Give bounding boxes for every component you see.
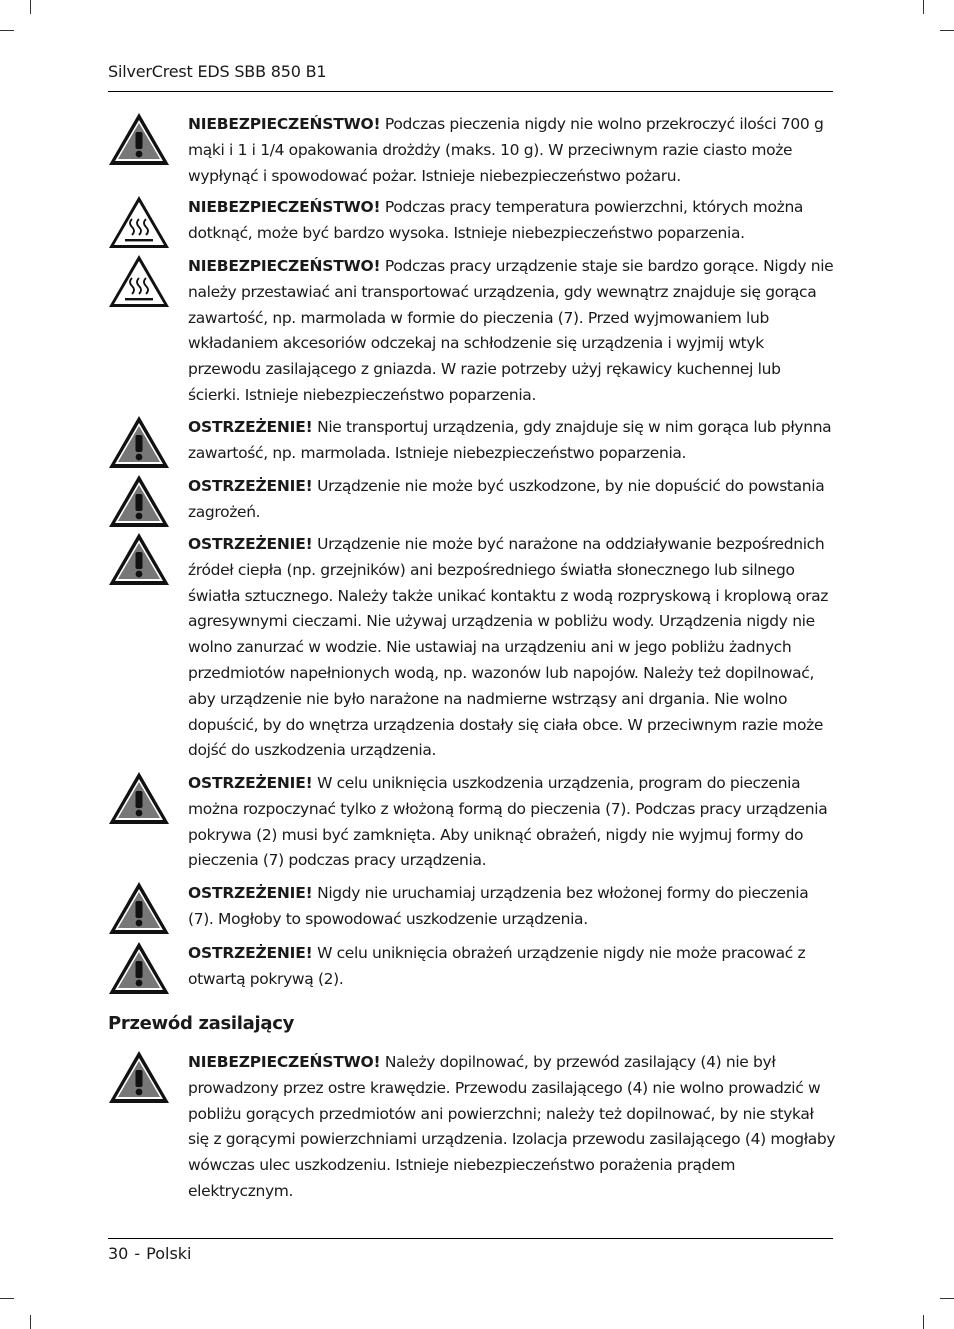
notice-text: Urządzenie nie może być uszkodzone, by nie dopuścić do powstania zagrożeń. xyxy=(188,477,825,521)
notice-label: NIEBEZPIECZEŃSTWO! xyxy=(188,115,381,133)
notice-label: OSTRZEŻENIE! xyxy=(188,477,313,495)
page-number: 30 xyxy=(108,1244,129,1263)
hot-surface-icon xyxy=(108,195,170,249)
crop-mark xyxy=(30,0,31,14)
crop-mark xyxy=(923,1315,924,1329)
crop-mark xyxy=(0,1298,14,1299)
notice-text: W celu uniknięcia obrażeń urządzenie nigdy nie może pracować z otwartą pokrywą (2). xyxy=(188,944,806,988)
warning-triangle-icon xyxy=(108,532,170,586)
hot-surface-icon xyxy=(108,254,170,308)
warning-triangle-icon xyxy=(108,1050,170,1104)
notice-label: NIEBEZPIECZEŃSTWO! xyxy=(188,1053,381,1071)
warning-triangle-icon xyxy=(108,941,170,995)
notice-label: NIEBEZPIECZEŃSTWO! xyxy=(188,198,381,216)
warning-triangle-icon xyxy=(108,881,170,935)
notice-label: OSTRZEŻENIE! xyxy=(188,884,313,902)
notice-text: Nie transportuj urządzenia, gdy znajduje się w nim gorąca lub płynna zawartość, np. marmolada. Istnieje niebezpieczeństwo poparzenia. xyxy=(188,418,832,462)
footer-separator: - xyxy=(134,1244,141,1263)
page-header: SilverCrest EDS SBB 850 B1 xyxy=(108,62,327,81)
crop-mark xyxy=(940,1298,954,1299)
notice-text: Podczas pracy temperatura powierzchni, których można dotknąć, może być bardzo wysoka. Istnieje niebezpieczeństwo poparzenia. xyxy=(188,198,804,242)
warning-triangle-icon xyxy=(108,415,170,469)
notice-text: Należy dopilnować, by przewód zasilający (4) nie był prowadzony przez ostre krawędzie. Przewodu zasilającego (4) nie wolno prowadzić w pobliżu gorących przedmiotów ani powierzchni; należy też dopilnować, by nie stykał się z gorącymi powierzchniami urządzenia. Izolacja przewodu zasilającego (4) mogłaby wówczas ulec uszkodzeniu. Istnieje niebezpieczeństwo porażenia prądem elektrycznym. xyxy=(188,1053,836,1200)
notice-text: Podczas pieczenia nigdy nie wolno przekroczyć ilości 700 g mąki i 1 i 1/4 opakowania drożdży (maks. 10 g). W przeciwnym razie ciasto może wypłynąć i spowodować pożar. Istnieje niebezpieczeństwo pożaru. xyxy=(188,115,824,185)
header-rule xyxy=(108,91,833,92)
notice-label: OSTRZEŻENIE! xyxy=(188,944,313,962)
notice-label: OSTRZEŻENIE! xyxy=(188,418,313,436)
notice-label: NIEBEZPIECZEŃSTWO! xyxy=(188,257,381,275)
crop-mark xyxy=(923,0,924,14)
page-footer xyxy=(108,1244,192,1263)
warning-triangle-icon xyxy=(108,112,170,166)
notice-text: Podczas pracy urządzenie staje sie bardzo gorące. Nigdy nie należy przestawiać ani transportować urządzenia, gdy wewnątrz znajduje się gorąca zawartość, np. marmolada w formie do pieczenia (7). Przed wyjmowaniem lub wkładaniem akcesoriów odczekaj na schłodzenie się urządzenia i wyjmij wtyk przewodu zasilającego z gniazda. W razie potrzeby użyj rękawicy kuchennej lub ścierki. Istnieje niebezpieczeństwo poparzenia. xyxy=(188,257,834,404)
footer-rule xyxy=(108,1238,833,1239)
notice-label: OSTRZEŻENIE! xyxy=(188,774,313,792)
crop-mark xyxy=(30,1315,31,1329)
notice-text: Nigdy nie uruchamiaj urządzenia bez włożonej formy do pieczenia (7). Mogłoby to spowodować uszkodzenie urządzenia. xyxy=(188,884,809,928)
crop-mark xyxy=(0,30,14,31)
section-title: Przewód zasilający xyxy=(108,1013,295,1034)
warning-triangle-icon xyxy=(108,771,170,825)
notice-text: W celu uniknięcia uszkodzenia urządzenia, program do pieczenia można rozpoczynać tylko z włożoną formą do pieczenia (7). Podczas pracy urządzenia pokrywa (2) musi być zamknięta. Aby uniknąć obrażeń, nigdy nie wyjmuj formy do pieczenia (7) podczas pracy urządzenia. xyxy=(188,774,828,870)
footer-language: Polski xyxy=(146,1244,192,1263)
notice-label: OSTRZEŻENIE! xyxy=(188,535,313,553)
notice-text: Urządzenie nie może być narażone na oddziaływanie bezpośrednich źródeł ciepła (np. grzejników) ani bezpośredniego światła słonecznego lub silnego światła sztucznego. Należy także unikać kontaktu z wodą rozpryskową i kroplową oraz agresywnymi cieczami. Nie używaj urządzenia w pobliżu wody. Urządzenia nigdy nie wolno zanurzać w wodzie. Nie ustawiaj na urządzeniu ani w jego pobliżu żadnych przedmiotów napełnionych wodą, np. wazonów lub napojów. Należy też dopilnować, aby urządzenie nie było narażone na nadmierne wstrząsy ani drgania. Nie wolno dopuścić, by do wnętrza urządzenia dostały się ciała obce. W przeciwnym razie może dojść do uszkodzenia urządzenia. xyxy=(188,535,829,760)
crop-mark xyxy=(940,30,954,31)
warning-triangle-icon xyxy=(108,474,170,528)
